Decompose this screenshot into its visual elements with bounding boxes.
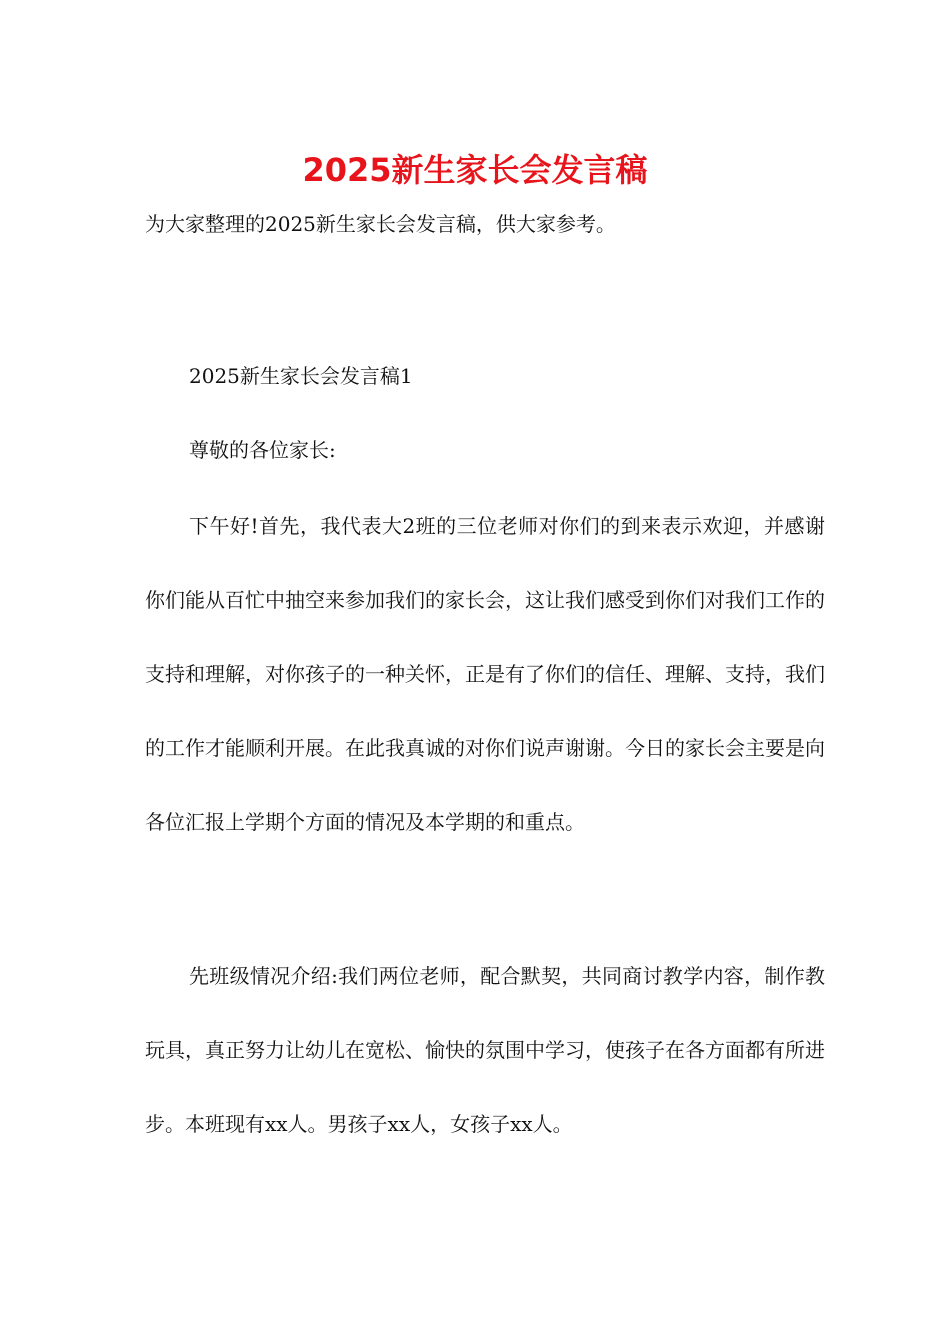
section-heading: 2025新生家长会发言稿1 [189, 364, 413, 388]
document-title: 2025新生家长会发言稿 [302, 151, 648, 189]
intro-text: 为大家整理的2025新生家长会发言稿，供大家参考。 [145, 212, 616, 236]
body-paragraph: 下午好!首先，我代表大2班的三位老师对你们的到来表示欢迎，并感谢你们能从百忙中抽空来参加我们的家长会，这让我们感受到你们对我们工作的支持和理解，对你孩子的一种关怀，正是有了你们的信任、理解、支持，我们的工作才能顺利开展。在此我真诚的对你们说声谢谢。今日的家长会主要是向各位汇报上学期个方面的情况及本学期的和重点。 [145, 514, 825, 834]
body-paragraph: 先班级情况介绍:我们两位老师，配合默契，共同商讨教学内容，制作教玩具，真正努力让幼儿在宽松、愉快的氛围中学习，使孩子在各方面都有所进步。本班现有xx人。男孩子xx人，女孩子xx人。 [145, 964, 825, 1136]
salutation: 尊敬的各位家长: [189, 438, 336, 462]
